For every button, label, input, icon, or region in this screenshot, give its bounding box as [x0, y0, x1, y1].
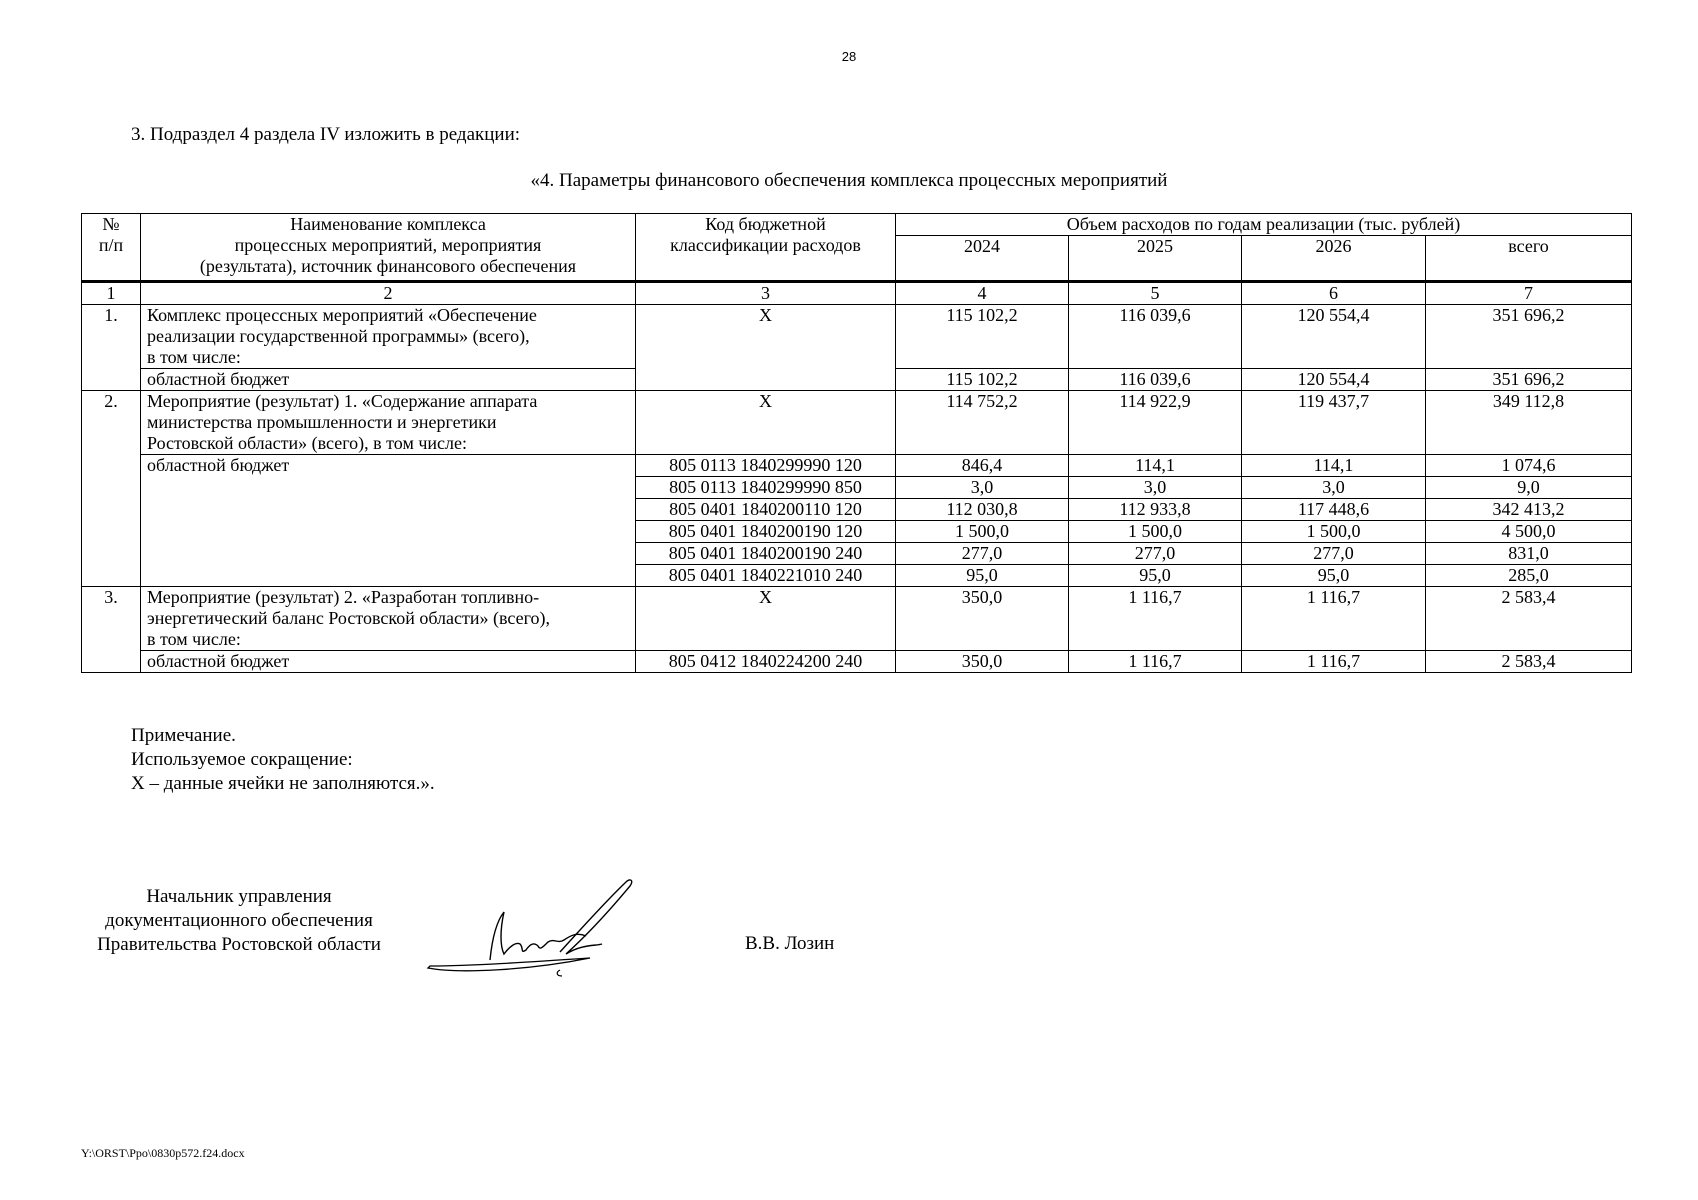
row-value: 2 583,4	[1426, 587, 1632, 651]
table-row	[82, 455, 1632, 477]
header-code-line: классификации расходов	[670, 235, 861, 255]
row-value: 95,0	[1069, 565, 1242, 587]
header-year: 2025	[1069, 236, 1242, 282]
column-number: 2	[141, 282, 636, 305]
row-value: 277,0	[1069, 543, 1242, 565]
row-value: 1 500,0	[1242, 521, 1426, 543]
row-value: 116 039,6	[1069, 305, 1242, 369]
financial-table	[81, 213, 1632, 673]
row-value: 351 696,2	[1426, 369, 1632, 391]
header-volume: Объем расходов по годам реализации (тыс. рублей)	[896, 214, 1632, 236]
row-code: 805 0412 1840224200 240	[636, 651, 896, 673]
row-value: 114,1	[1242, 455, 1426, 477]
header-year: 2026	[1242, 236, 1426, 282]
row-name-line: Ростовской области» (всего), в том числе:	[147, 433, 467, 453]
table-body	[82, 214, 1632, 673]
row-value: 1 500,0	[1069, 521, 1242, 543]
header-name-line: Наименование комплекса	[290, 214, 486, 234]
row-value: 3,0	[1069, 477, 1242, 499]
row-value: 95,0	[896, 565, 1069, 587]
header-code	[636, 214, 896, 282]
page-number: 28	[841, 49, 857, 64]
row-value: 285,0	[1426, 565, 1632, 587]
signatory-title	[81, 885, 397, 957]
row-code: Х	[636, 587, 896, 651]
signatory-title-line: Начальник управления	[146, 886, 332, 907]
row-code: Х	[636, 391, 896, 455]
row-value: 117 448,6	[1242, 499, 1426, 521]
column-number: 3	[636, 282, 896, 305]
row-value: 1 116,7	[1242, 651, 1426, 673]
file-path: Y:\ORST\Ppo\0830p572.f24.docx	[81, 1146, 245, 1160]
row-value: 115 102,2	[896, 305, 1069, 369]
row-name-line: энергетический баланс Ростовской области» (всего),	[147, 608, 551, 628]
row-name-line: Комплекс процессных мероприятий «Обеспечение	[147, 305, 537, 325]
row-value: 2 583,4	[1426, 651, 1632, 673]
table-row	[82, 391, 1632, 455]
header-year: 2024	[896, 236, 1069, 282]
row-value: 846,4	[896, 455, 1069, 477]
row-value: 1 116,7	[1069, 587, 1242, 651]
column-number: 6	[1242, 282, 1426, 305]
row-value: 350,0	[896, 587, 1069, 651]
row-value: 277,0	[896, 543, 1069, 565]
row-value: 112 933,8	[1069, 499, 1242, 521]
row-value: 349 112,8	[1426, 391, 1632, 455]
table-row	[82, 651, 1632, 673]
note	[131, 724, 435, 796]
column-number: 5	[1069, 282, 1242, 305]
row-value: 4 500,0	[1426, 521, 1632, 543]
row-number: 2.	[82, 391, 141, 587]
row-value: 114,1	[1069, 455, 1242, 477]
header-num-line: №	[102, 214, 120, 234]
row-value: 1 074,6	[1426, 455, 1632, 477]
column-number: 1	[82, 282, 141, 305]
row-value: 114 752,2	[896, 391, 1069, 455]
row-name	[141, 305, 636, 369]
row-value: 95,0	[1242, 565, 1426, 587]
note-abbreviation-label: Используемое сокращение:	[131, 749, 353, 770]
row-value: 1 500,0	[896, 521, 1069, 543]
row-code: 805 0401 1840200110 120	[636, 499, 896, 521]
row-value: 831,0	[1426, 543, 1632, 565]
note-heading: Примечание.	[131, 725, 236, 746]
row-name-line: в том числе:	[147, 629, 241, 649]
row-name-line: реализации государственной программы» (всего),	[147, 326, 530, 346]
row-value: 9,0	[1426, 477, 1632, 499]
row-source: областной бюджет	[141, 651, 636, 673]
header-row	[82, 214, 1632, 236]
table-title: «4. Параметры финансового обеспечения комплекса процессных мероприятий	[530, 170, 1168, 191]
row-value: 3,0	[1242, 477, 1426, 499]
row-name-line: Мероприятие (результат) 2. «Разработан топливно-	[147, 587, 540, 607]
row-value: 115 102,2	[896, 369, 1069, 391]
row-name-line: министерства промышленности и энергетики	[147, 412, 497, 432]
row-name	[141, 391, 636, 455]
row-value: 3,0	[896, 477, 1069, 499]
signatory-title-line: Правительства Ростовской области	[97, 934, 381, 955]
header-name-line: процессных мероприятий, мероприятия	[234, 235, 542, 255]
row-code: 805 0113 1840299990 120	[636, 455, 896, 477]
row-value: 342 413,2	[1426, 499, 1632, 521]
note-abbreviation-text: Х – данные ячейки не заполняются.».	[131, 773, 435, 794]
row-value: 120 554,4	[1242, 369, 1426, 391]
row-code: 805 0401 1840200190 120	[636, 521, 896, 543]
header-name	[141, 214, 636, 282]
row-code: Х	[636, 305, 896, 391]
header-code-line: Код бюджетной	[705, 214, 826, 234]
row-name	[141, 587, 636, 651]
row-value: 351 696,2	[1426, 305, 1632, 369]
signatory-title-line: документационного обеспечения	[105, 910, 373, 931]
row-code: 805 0401 1840221010 240	[636, 565, 896, 587]
header-name-line: (результата), источник финансового обеспечения	[199, 256, 577, 276]
row-source: областной бюджет	[141, 369, 636, 391]
row-value: 116 039,6	[1069, 369, 1242, 391]
row-value: 350,0	[896, 651, 1069, 673]
row-code: 805 0401 1840200190 240	[636, 543, 896, 565]
row-name-line: Мероприятие (результат) 1. «Содержание аппарата	[147, 391, 538, 411]
row-value: 1 116,7	[1242, 587, 1426, 651]
column-number: 4	[896, 282, 1069, 305]
column-number-row	[82, 282, 1632, 305]
row-value: 119 437,7	[1242, 391, 1426, 455]
row-number: 1.	[82, 305, 141, 391]
row-value: 112 030,8	[896, 499, 1069, 521]
row-source: областной бюджет	[141, 455, 636, 587]
row-value: 277,0	[1242, 543, 1426, 565]
row-value: 1 116,7	[1069, 651, 1242, 673]
header-year: всего	[1426, 236, 1632, 282]
table-row	[82, 587, 1632, 651]
row-name-line: в том числе:	[147, 347, 241, 367]
signatory-name: В.В. Лозин	[745, 933, 835, 954]
row-number: 3.	[82, 587, 141, 673]
header-num-line: п/п	[98, 235, 124, 255]
intro-paragraph: 3. Подраздел 4 раздела IV изложить в редакции:	[131, 124, 521, 145]
row-code: 805 0113 1840299990 850	[636, 477, 896, 499]
row-value: 120 554,4	[1242, 305, 1426, 369]
handwritten-signature	[420, 870, 660, 980]
column-number: 7	[1426, 282, 1632, 305]
table-row	[82, 305, 1632, 369]
row-value: 114 922,9	[1069, 391, 1242, 455]
header-num	[82, 214, 141, 282]
